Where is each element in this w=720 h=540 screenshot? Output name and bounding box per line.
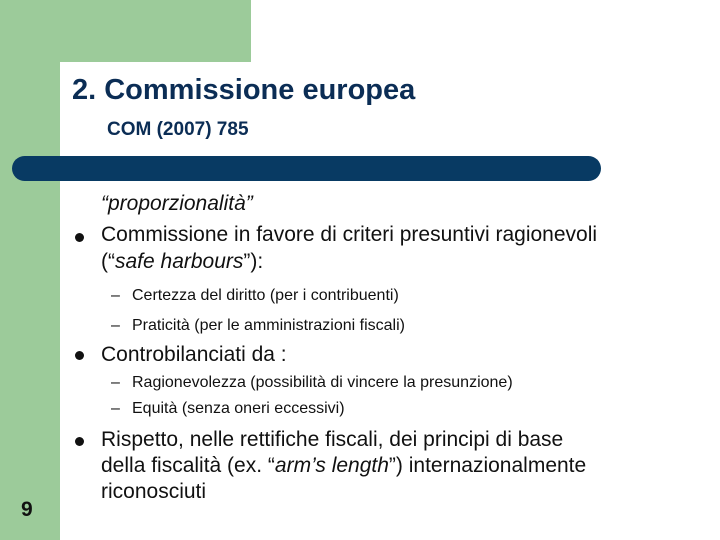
- sub-item: Ragionevolezza (possibilità di vincere la presunzione): [132, 374, 513, 391]
- text-fragment: ”) internazionalmente: [388, 454, 587, 477]
- sub-item: Equità (senza oneri eccessivi): [132, 400, 345, 417]
- bullet-3-line-2: [101, 454, 586, 478]
- bullet-1-line-2: Commissione in favore di criteri presuntivi ragionevoli: [101, 223, 598, 246]
- sub-item: Praticità (per le amministrazioni fiscali): [132, 317, 405, 334]
- emphasis-text: arm’s length: [274, 454, 389, 477]
- text-fragment: della fiscalità (ex. “: [101, 454, 275, 477]
- bullet-2-line-1: Controbilanciati da :: [101, 343, 287, 366]
- dash-marker: –: [111, 400, 120, 417]
- bullet-dot: [75, 233, 84, 242]
- bullet-3-line-3: riconosciuti: [101, 480, 207, 503]
- dash-marker: –: [111, 287, 120, 304]
- bullet-3-line-1: Rispetto, nelle rettifiche fiscali, dei principi di base: [101, 428, 564, 451]
- text-fragment: (“: [101, 250, 115, 273]
- bullet-dot: [75, 437, 84, 446]
- text-fragment: ”):: [243, 250, 264, 273]
- bullet-1-line-3: [101, 250, 263, 274]
- bullet-1-line-1: “proporzionalità”: [101, 192, 253, 215]
- bullet-dot: [75, 351, 84, 360]
- slide-title: 2. Commissione europea: [72, 74, 416, 106]
- dash-marker: –: [111, 317, 120, 334]
- emphasis-text: safe harbours: [115, 250, 244, 273]
- sub-item: Certezza del diritto (per i contribuenti): [132, 287, 399, 304]
- page-number: 9: [21, 498, 33, 521]
- dash-marker: –: [111, 374, 120, 391]
- slide-subtitle: COM (2007) 785: [107, 119, 249, 140]
